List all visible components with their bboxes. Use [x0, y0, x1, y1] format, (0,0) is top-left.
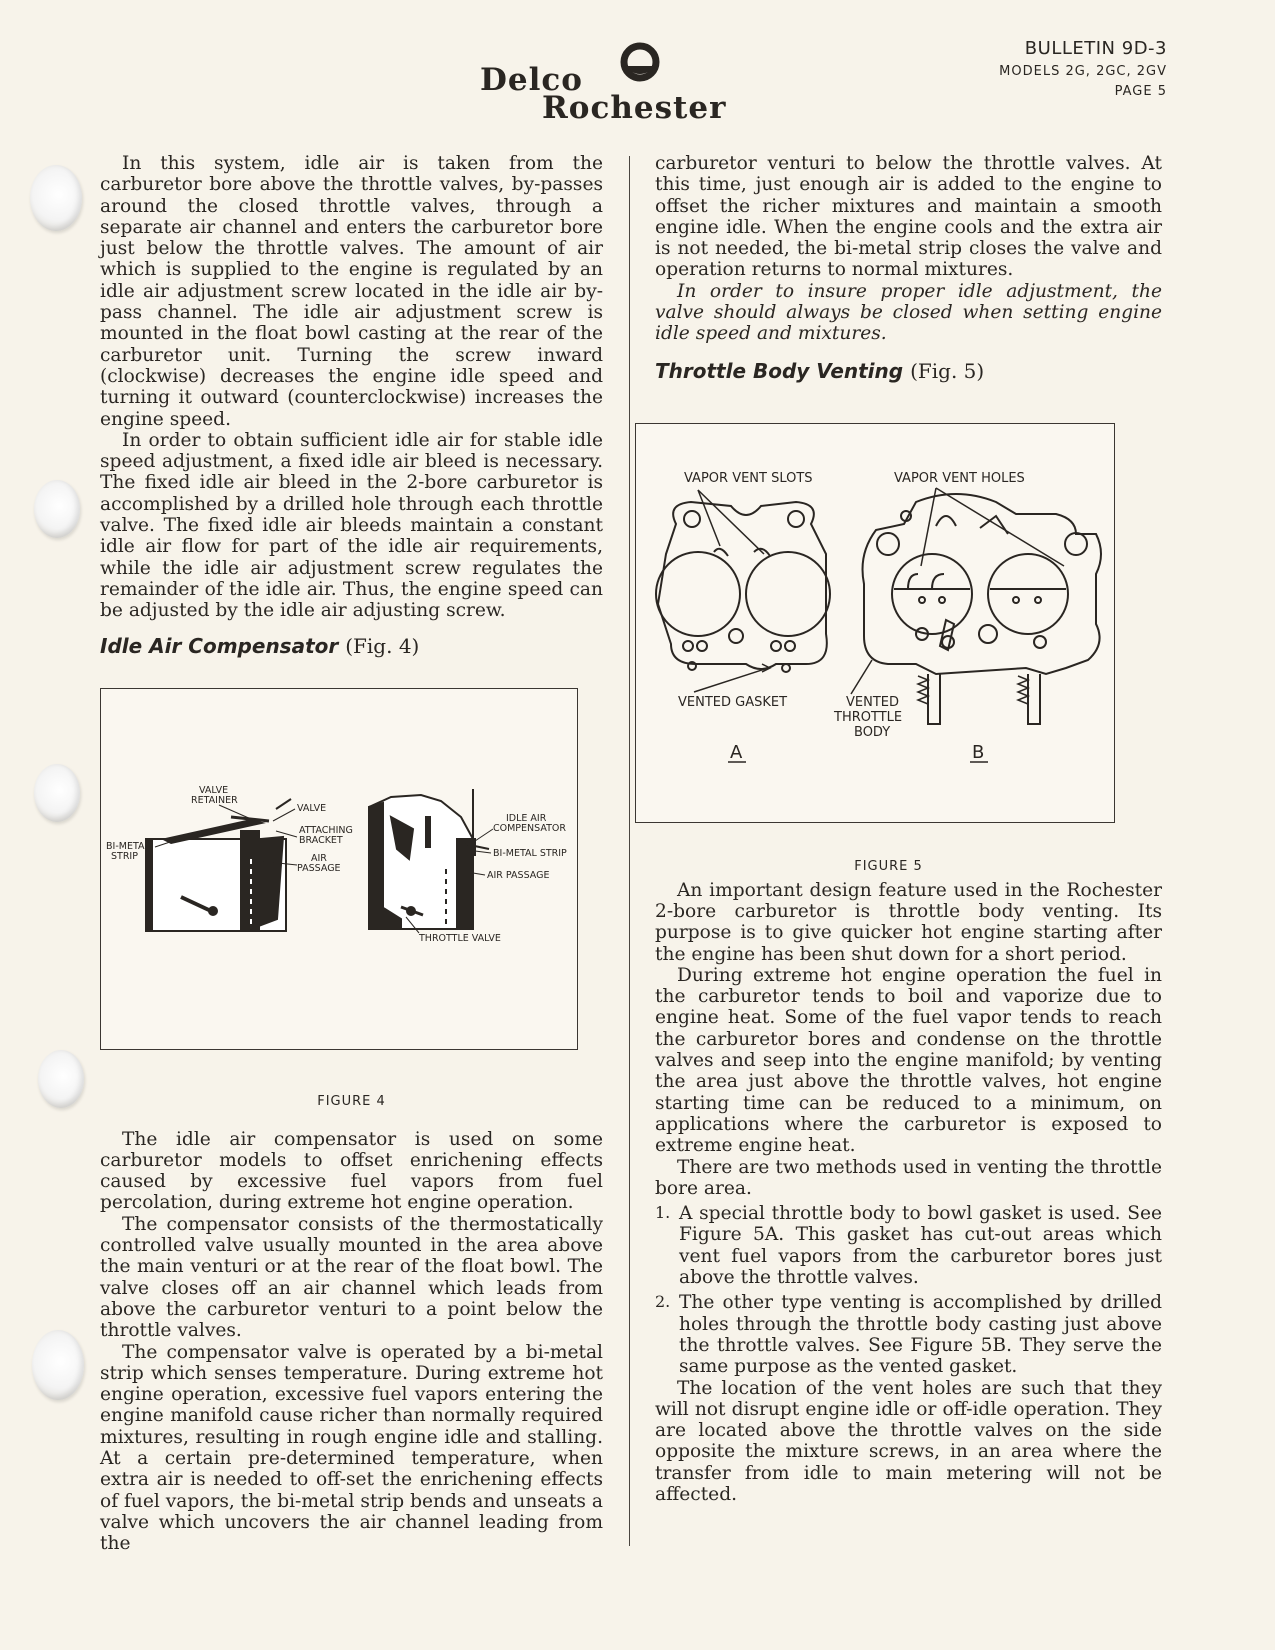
- paragraph: The compensator valve is operated by a bi-metal strip which senses temperature. During extreme hot engine operation, excessive fuel vapors entering the engine manifold cause richer than normally required mixtures, resulting in rough engine idle and stalling. At a certain pre-determined temperature, when extra air is needed to off-set the enrichening effects of fuel vapors, the bi-metal strip bends and unseats a valve which uncovers the air channel leading from the: [100, 1341, 603, 1555]
- paragraph: There are two methods used in venting the throttle bore area.: [655, 1156, 1162, 1199]
- paragraph: carburetor venturi to below the throttle valves. At this time, just enough air is added to the engine to offset the richer mixtures and maintain a smooth engine idle. When the engine cools and the extra air is not needed, the bi-metal strip closes the valve and operation returns to normal mixtures.: [655, 153, 1162, 281]
- list-item: [655, 1292, 1162, 1377]
- list-number: 2.: [655, 1292, 671, 1312]
- left-column: [100, 153, 603, 1554]
- label-vented-gasket: VENTED GASKET: [678, 694, 788, 710]
- logo-word-delco: Delco: [480, 62, 583, 98]
- binder-hole: [32, 1330, 84, 1400]
- list-text: A special throttle body to bowl gasket is used. See Figure 5A. This gasket has cut-out areas which vent fuel vapors from the carburetor bores just above the throttle valves.: [679, 1203, 1162, 1289]
- vented-throttle-body-drawing: [863, 494, 1102, 724]
- compensator-section-right: [369, 789, 489, 929]
- heading-figure-ref: (Fig. 5): [910, 358, 985, 383]
- label-vented-throttle-body: BODY: [854, 724, 891, 740]
- delco-rochester-logo: [480, 42, 800, 132]
- label-valve: VALVE: [297, 802, 327, 814]
- list-text: The other type venting is accomplished by drilled holes through the throttle body casting just above the throttle valves. See Figure 5B. They serve the same purpose as the vented gasket.: [679, 1292, 1162, 1378]
- label-air-passage: AIR: [311, 852, 327, 864]
- bulletin-number: BULLETIN 9D-3: [1024, 38, 1167, 59]
- throttle-body-venting-diagram: [636, 424, 1114, 822]
- label-idle-air-compensator: IDLE AIR: [506, 812, 547, 824]
- label-attaching-bracket: BRACKET: [299, 834, 343, 846]
- label-vented-throttle-body: THROTTLE: [834, 709, 903, 725]
- logo-word-rochester: Rochester: [542, 90, 727, 126]
- heading-figure-ref: (Fig. 4): [345, 633, 420, 658]
- paragraph: In this system, idle air is taken from the carburetor bore above the throttle valves, by-passes around the closed throttle valves, through a separate air channel and enters the carburetor bore just below the throttle valves. The amount of air which is supplied to the engine is regulated by an idle air adjustment screw located in the idle air by-pass channel. The idle air adjustment screw is mounted in the float bowl casting at the rear of the carburetor unit. Turning the screw inward (clockwise) decreases the engine idle speed and turning it outward (counterclockwise) increases the engine speed.: [100, 153, 603, 430]
- page-number: PAGE 5: [1114, 84, 1167, 99]
- vented-gasket-drawing: [656, 502, 830, 672]
- label-air-passage: PASSAGE: [297, 862, 341, 874]
- label-bi-metal-strip: BI-METAL: [106, 840, 150, 852]
- label-bi-metal-strip-right: BI-METAL STRIP: [493, 847, 567, 859]
- compensator-section-left: [146, 799, 291, 931]
- right-column: [655, 153, 1162, 1505]
- label-view-b: B: [972, 741, 985, 763]
- label-view-a: A: [730, 741, 743, 763]
- label-bi-metal-strip: STRIP: [111, 850, 138, 862]
- label-valve-retainer: RETAINER: [191, 794, 238, 806]
- label-valve-retainer: VALVE: [199, 784, 229, 796]
- figure-5-caption: FIGURE 5: [854, 858, 923, 874]
- label-vented-throttle-body: VENTED: [846, 694, 899, 710]
- binder-hole: [38, 1050, 84, 1108]
- column-divider: [629, 156, 630, 1546]
- section-heading-throttle-body-venting: [655, 359, 1162, 383]
- figure-4-caption: FIGURE 4: [317, 1093, 386, 1109]
- list-number: 1.: [655, 1203, 671, 1223]
- label-idle-air-compensator: COMPENSATOR: [493, 822, 566, 834]
- label-air-passage-right: AIR PASSAGE: [487, 869, 550, 881]
- figure-4: [100, 688, 578, 1050]
- paragraph-note: In order to insure proper idle adjustment, the valve should always be closed when setting engine idle speed and mixtures.: [655, 280, 1162, 345]
- label-vapor-vent-holes: VAPOR VENT HOLES: [894, 470, 1025, 486]
- paragraph: The compensator consists of the thermostatically controlled valve usually mounted in the area above the main venturi or at the rear of the float bowl. The valve closes off an air channel which leads from above the carburetor venturi to a point below the throttle valves.: [100, 1213, 603, 1342]
- bulletin-models: MODELS 2G, 2GC, 2GV: [999, 64, 1167, 79]
- paragraph: The idle air compensator is used on some carburetor models to offset enrichening effects caused by excessive fuel vapors from fuel percolation, during extreme hot engine operation.: [100, 1128, 603, 1214]
- binder-hole: [30, 165, 82, 231]
- binder-hole: [34, 764, 80, 822]
- heading-text: Idle Air Compensator: [100, 633, 339, 658]
- binder-hole: [34, 480, 80, 538]
- paragraph: In order to obtain sufficient idle air for stable idle speed adjustment, a fixed idle air bleed is necessary. The fixed idle air bleed in the 2-bore carburetor is accomplished by a drilled hole through each throttle valve. The fixed idle air bleeds maintain a constant idle air flow for part of the idle air requirements, while the idle air adjustment screw regulates the remainder of the idle air. Thus, the engine speed can be adjusted by the idle air adjusting screw.: [100, 429, 603, 622]
- label-vapor-vent-slots: VAPOR VENT SLOTS: [684, 470, 813, 486]
- heading-text: Throttle Body Venting: [655, 358, 904, 383]
- label-attaching-bracket: ATTACHING: [299, 824, 353, 836]
- figure-5: [635, 423, 1115, 823]
- list-item: [655, 1203, 1162, 1288]
- label-throttle-valve: THROTTLE VALVE: [419, 932, 501, 944]
- idle-air-compensator-diagram: [101, 689, 577, 1049]
- paragraph: During extreme hot engine operation the fuel in the carburetor tends to boil and vaporize due to engine heat. Some of the fuel vapor tends to reach the carburetor bores and condense on the throttle valves and seep into the engine manifold; by venting the area just above the throttle valves, hot engine starting time can be reduced to a minimum, on applications where the carburetor is exposed to extreme engine heat.: [655, 964, 1162, 1157]
- section-heading-idle-air-compensator: [100, 634, 603, 658]
- paragraph: An important design feature used in the Rochester 2-bore carburetor is throttle body venting. Its purpose is to give quicker hot engine starting after the engine has been shut down for a short period.: [655, 879, 1162, 965]
- bulletin-info: [999, 38, 1167, 99]
- paragraph: The location of the vent holes are such that they will not disrupt engine idle or off-idle operation. They are located above the throttle valves on the side opposite the mixture screws, in an area where the transfer from idle to main metering will not be affected.: [655, 1377, 1162, 1505]
- delco-logo-mark-icon: [620, 42, 660, 82]
